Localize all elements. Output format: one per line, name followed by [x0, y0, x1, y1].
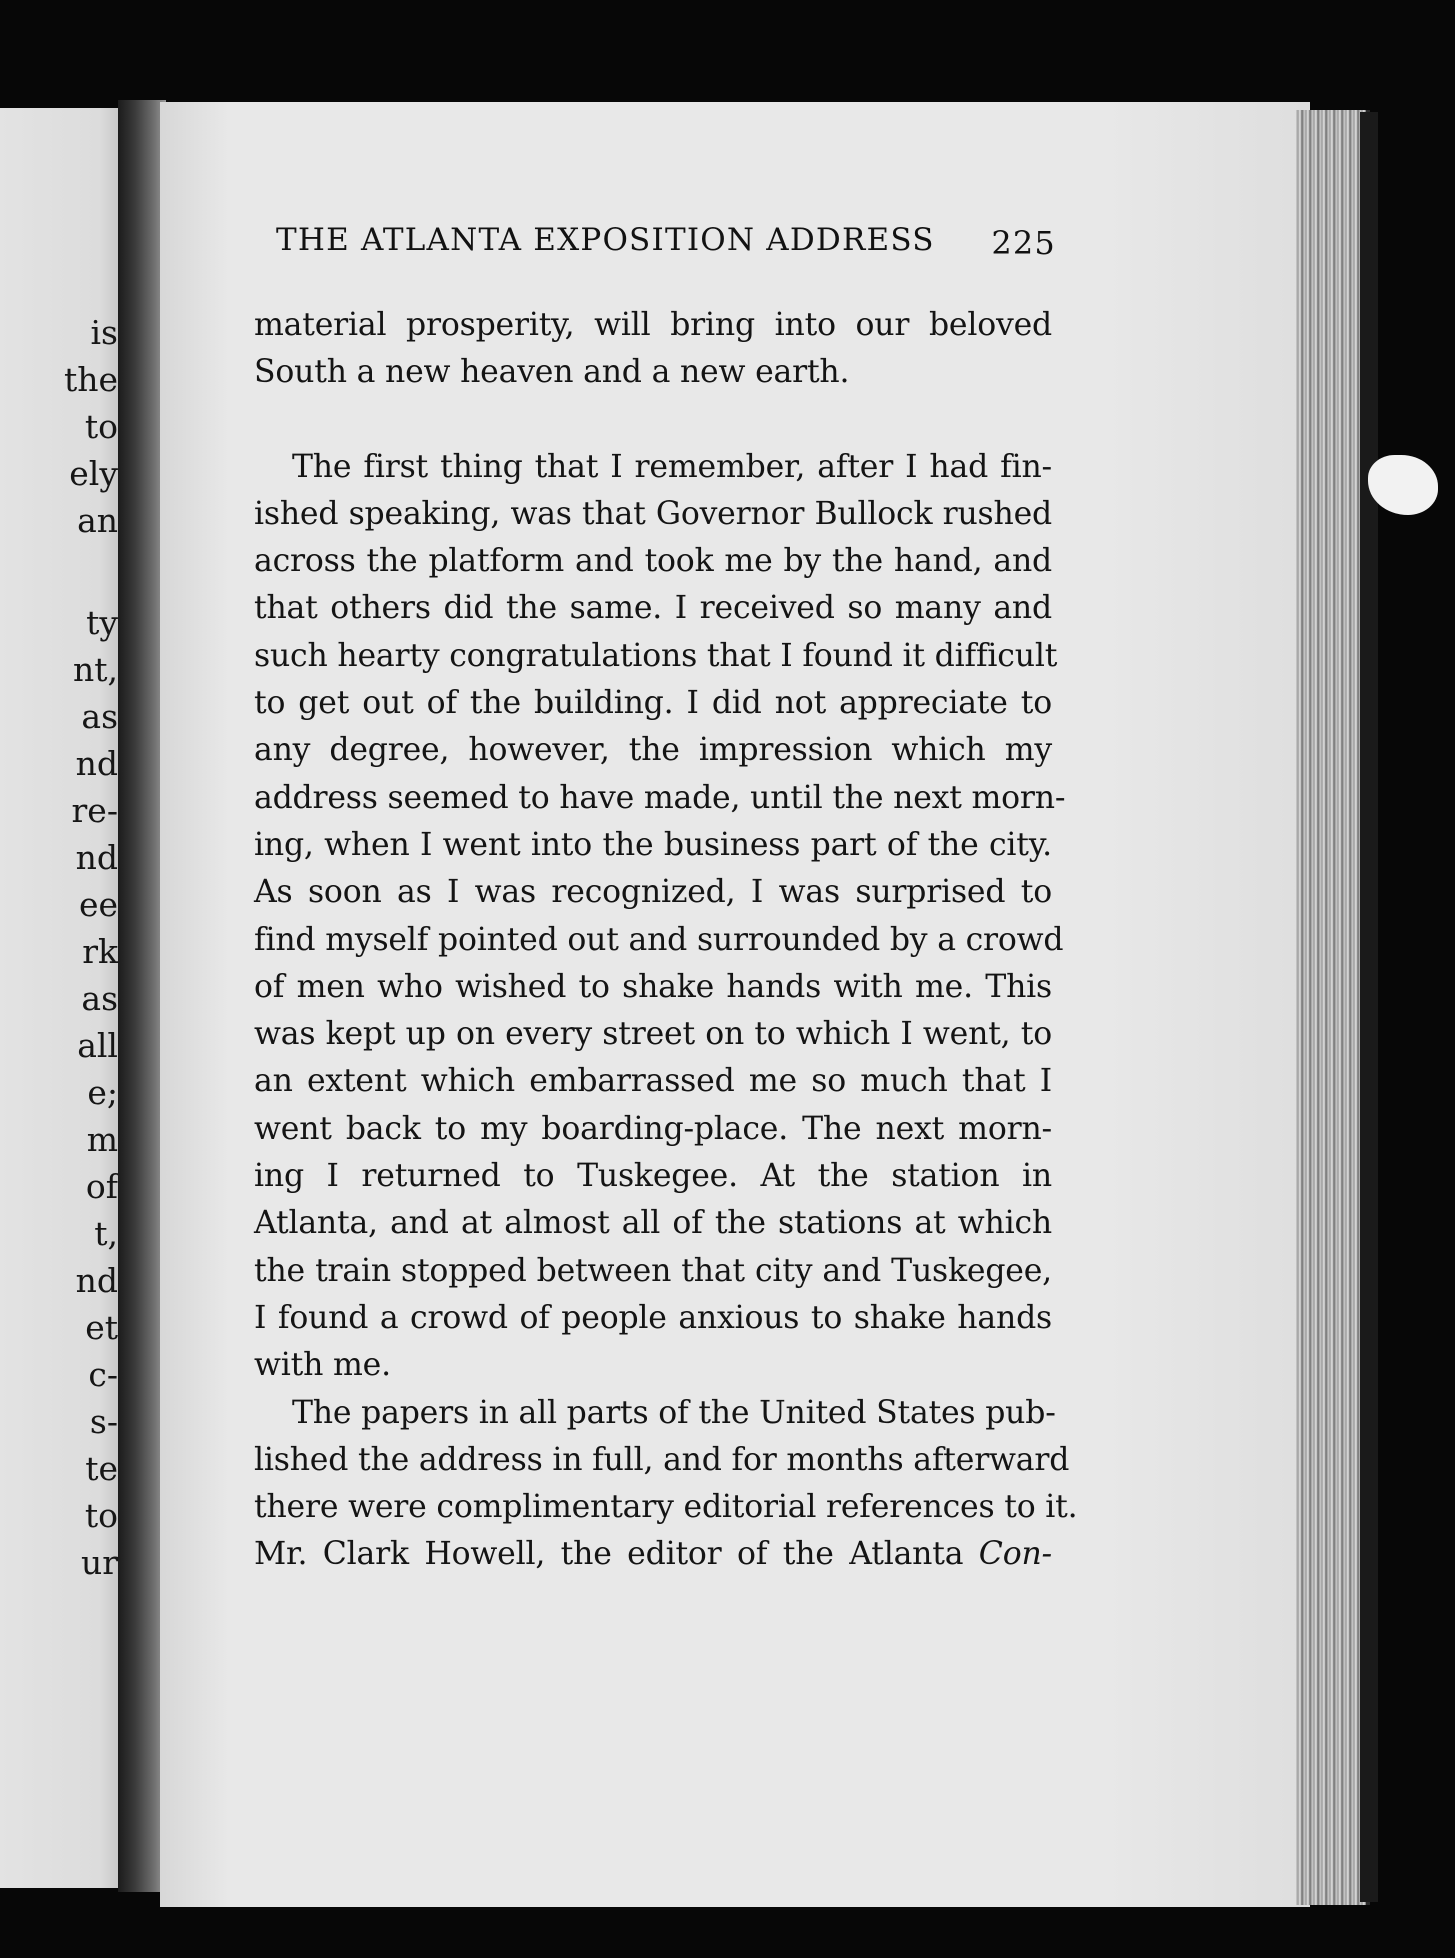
left-page-fragment: e;: [87, 1073, 118, 1112]
text-line: material prosperity, will bring into our beloved: [254, 307, 1052, 343]
paragraph: [254, 302, 1052, 397]
italic-word-fragment: Con-: [978, 1536, 1052, 1573]
text-line: South a new heaven and a new earth.: [254, 354, 850, 391]
text-line: was kept up on every street on to which I went, to: [254, 1016, 1052, 1053]
text-line: As soon as I was recognized, I was surprised to: [254, 874, 1052, 911]
left-page-fragment: all: [77, 1026, 118, 1065]
page-number: 225: [991, 224, 1056, 262]
text-line: to get out of the building. I did not appreciate to: [254, 685, 1052, 722]
text-line: I found a crowd of people anxious to shake hands: [254, 1299, 1052, 1336]
left-page-fragment: of: [85, 1167, 118, 1206]
left-page-fragment: s-: [89, 1402, 118, 1441]
page-edge-shadow: [1360, 112, 1378, 1902]
text-line: of men who wished to shake hands with me. This: [254, 968, 1052, 1005]
text-line: ished speaking, was that Governor Bullock rushed: [254, 495, 1052, 532]
paper-blot: [1368, 455, 1438, 515]
body-text: [254, 302, 1078, 1579]
left-page-fragment: nd: [75, 744, 118, 783]
page-edges: [1296, 110, 1370, 1905]
page-header: [276, 222, 1056, 270]
left-page-fragment: et: [85, 1308, 118, 1347]
left-page-fragment: to: [84, 407, 118, 446]
text-line: Atlanta, and at almost all of the stations at which: [254, 1205, 1052, 1242]
left-page-fragment: c-: [88, 1355, 118, 1394]
left-page-fragment: ur: [80, 1543, 118, 1582]
text-line: with me.: [254, 1347, 391, 1384]
paragraph-gap: [254, 397, 1052, 444]
left-page-fragment: re-: [71, 791, 118, 830]
left-page-fragment: te: [85, 1449, 118, 1488]
text-line: ing, when I went into the business part of the city.: [254, 826, 1052, 863]
paragraph: [254, 1390, 1078, 1579]
running-head: THE ATLANTA EXPOSITION ADDRESS: [276, 222, 935, 258]
text-line: find myself pointed out and surrounded by a crowd: [254, 921, 1064, 958]
text-line: address seemed to have made, until the next morn-: [254, 779, 1066, 816]
text-line-content: Mr. Clark Howell, the editor of the Atlanta: [254, 1536, 964, 1573]
text-line: [254, 1531, 1052, 1578]
text-line: that others did the same. I received so many and: [254, 590, 1052, 627]
left-page-fragment: nd: [75, 838, 118, 877]
text-line: went back to my boarding-place. The next morn-: [254, 1110, 1052, 1147]
text-line: there were complimentary editorial references to it.: [254, 1489, 1078, 1526]
left-page-fragment: as: [81, 979, 118, 1018]
left-page-fragment: as: [81, 697, 118, 736]
left-page-fragment: nt,: [72, 650, 118, 689]
text-line: across the platform and took me by the hand, and: [254, 543, 1052, 580]
text-line: The first thing that I remember, after I had fin-: [292, 448, 1052, 485]
left-page-fragment: to: [84, 1496, 118, 1535]
left-page-fragment: ely: [69, 454, 118, 493]
paragraph: [254, 444, 1066, 1390]
left-page-fragment: ee: [78, 885, 118, 924]
left-page-fragment: is: [90, 313, 118, 352]
text-line: lished the address in full, and for months afterward: [254, 1441, 1070, 1478]
left-page-fragment: nd: [75, 1261, 118, 1300]
binding-gutter: [118, 100, 166, 1892]
text-line: the train stopped between that city and Tuskegee,: [254, 1252, 1052, 1289]
text-line: The papers in all parts of the United States pub-: [292, 1394, 1056, 1431]
left-page-fragment: rk: [82, 932, 118, 971]
text-line: an extent which embarrassed me so much that I: [254, 1063, 1052, 1100]
text-line: such hearty congratulations that I found it difficult: [254, 637, 1058, 674]
left-page-fragment: m: [86, 1120, 118, 1159]
left-page-fragment: the: [63, 360, 118, 399]
text-line: any degree, however, the impression which my: [254, 732, 1052, 769]
left-page-fragment: an: [77, 501, 118, 540]
text-line: ing I returned to Tuskegee. At the station in: [254, 1158, 1052, 1195]
left-page-fragment: t,: [94, 1214, 118, 1253]
left-page-fragment: ty: [86, 603, 118, 642]
